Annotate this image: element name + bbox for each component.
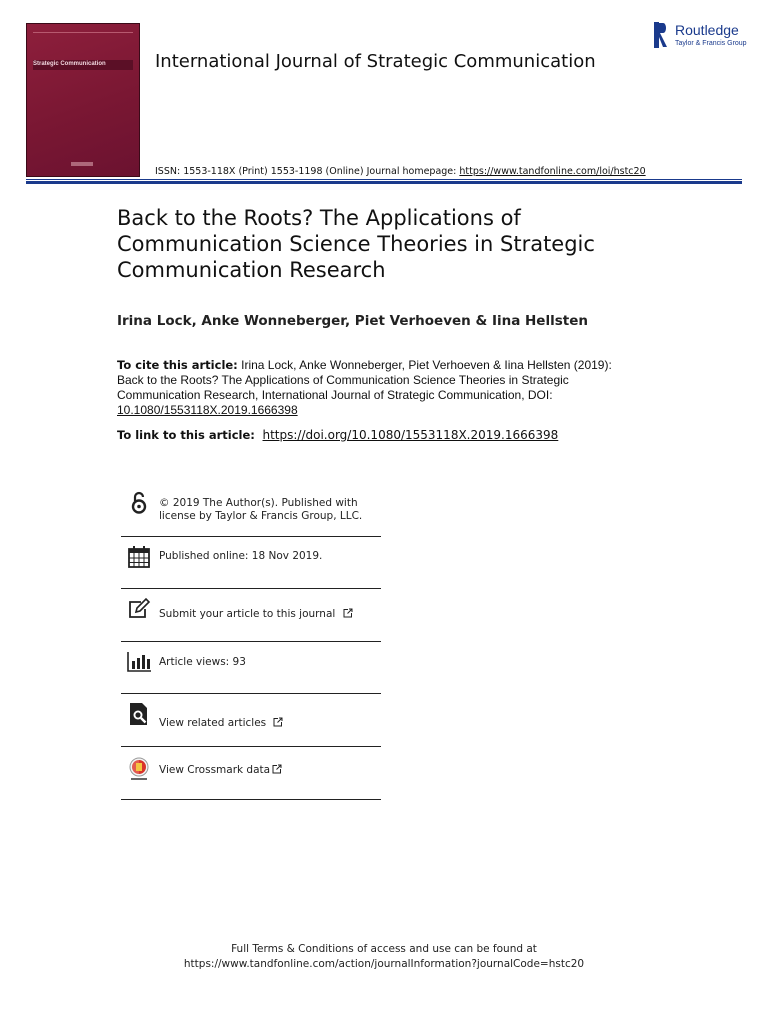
license-text <box>159 497 362 523</box>
crossmark-text[interactable] <box>159 764 282 777</box>
edit-icon <box>127 597 151 621</box>
article-link-line <box>117 428 558 442</box>
cover-rule <box>33 32 133 35</box>
journal-cover-image <box>26 23 140 177</box>
terms-line-1: Full Terms & Conditions of access and use can be found at <box>231 943 537 955</box>
citation-label: To cite this article: <box>117 358 238 372</box>
views-text: Article views: 93 <box>159 656 246 668</box>
publisher-logo <box>654 21 754 51</box>
cover-publisher-logo <box>71 162 93 166</box>
external-link-icon <box>273 717 283 727</box>
submit-row[interactable] <box>121 589 381 642</box>
issn-text: ISSN: 1553-118X (Print) 1553-1198 (Online) Journal homepage: <box>155 166 460 177</box>
terms-footer <box>0 942 768 972</box>
terms-link[interactable]: https://www.tandfonline.com/action/journalInformation?journalCode=hstc20 <box>183 958 585 970</box>
related-label[interactable]: View related articles <box>159 717 267 729</box>
article-info-list <box>121 485 381 800</box>
open-access-icon <box>127 491 151 515</box>
license-line-1: © 2019 The Author(s). Published with <box>159 497 358 509</box>
citation-doi-link[interactable]: 10.1080/1553118X.2019.1666398 <box>117 403 298 417</box>
cover-title: Strategic Communication <box>33 61 106 67</box>
header-divider-thick <box>26 181 742 184</box>
citation-text: Irina Lock, Anke Wonneberger, Piet Verhoeven & Iina Hellsten (2019): Back to the Roots? The Applications of Communication Science Theories in Strategic Communication Research, International Journal of Strategic Communication, DOI: <box>117 358 612 402</box>
header-divider-thin <box>26 179 742 180</box>
journal-title: International Journal of Strategic Communication <box>155 51 596 72</box>
related-row[interactable] <box>121 694 381 747</box>
crossmark-icon <box>127 757 151 781</box>
article-authors: Irina Lock, Anke Wonneberger, Piet Verhoeven & Iina Hellsten <box>117 313 588 329</box>
submit-label[interactable]: Submit your article to this journal <box>159 608 336 620</box>
published-text: Published online: 18 Nov 2019. <box>159 550 323 562</box>
document-search-icon <box>127 702 151 726</box>
article-title: Back to the Roots? The Applications of Communication Science Theories in Strategic Communication Research <box>117 206 595 282</box>
article-doi-link[interactable]: https://doi.org/10.1080/1553118X.2019.1666398 <box>262 428 559 442</box>
routledge-logo-icon <box>654 22 668 48</box>
citation-block <box>117 358 637 418</box>
issn-line <box>155 166 646 177</box>
views-row <box>121 642 381 694</box>
external-link-icon <box>343 608 353 618</box>
crossmark-label[interactable]: View Crossmark data <box>159 764 271 776</box>
submit-text[interactable] <box>159 608 353 621</box>
publisher-name: Routledge <box>675 22 739 38</box>
publisher-subtitle: Taylor & Francis Group <box>675 40 747 47</box>
calendar-icon <box>127 545 151 569</box>
article-link-label: To link to this article: <box>117 428 255 442</box>
license-row <box>121 485 381 537</box>
related-text[interactable] <box>159 717 283 730</box>
crossmark-row[interactable] <box>121 747 381 800</box>
bar-chart-icon <box>127 649 151 673</box>
journal-homepage-link[interactable]: https://www.tandfonline.com/loi/hstc20 <box>459 166 646 177</box>
license-line-2: license by Taylor & Francis Group, LLC. <box>159 510 363 522</box>
published-row <box>121 537 381 589</box>
external-link-icon <box>272 764 282 774</box>
